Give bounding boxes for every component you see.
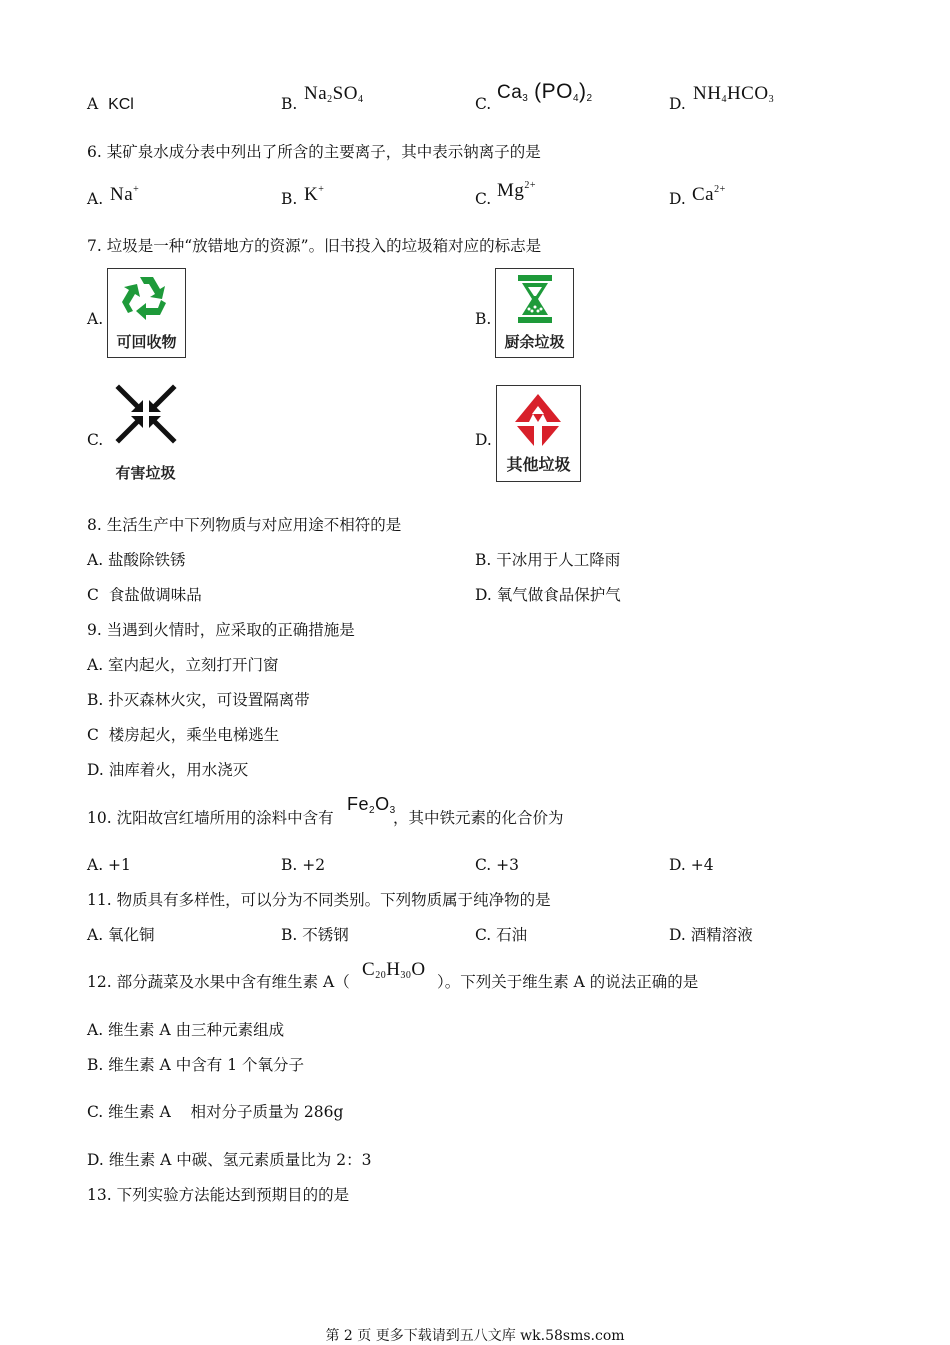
q5-option-c: C. <box>475 95 492 113</box>
q7-option-a-label: A. <box>87 310 104 328</box>
q8-option-c: C 食盐做调味品 <box>87 586 202 604</box>
q8-stem: 8. 生活生产中下列物质与对应用途不相符的是 <box>87 516 402 534</box>
q8-option-a: A. 盐酸除铁锈 <box>87 551 186 569</box>
recycle-icon <box>120 273 174 323</box>
q5-option-a: A KCl <box>87 95 134 113</box>
q8-option-d: D. 氧气做食品保护气 <box>475 586 621 604</box>
q7-option-c-label: C. <box>87 431 104 449</box>
q7-option-b-label: B. <box>475 310 492 328</box>
q10-stem-before: 10. 沈阳故宫红墙所用的涂料中含有 <box>87 809 334 827</box>
q7-stem: 7. 垃圾是一种“放错地方的资源”。旧书投入的垃圾箱对应的标志是 <box>87 237 542 255</box>
q12-option-a: A. 维生素 A 由三种元素组成 <box>87 1021 285 1039</box>
other-waste-sign <box>496 385 581 482</box>
q6-ion-c: $Mg^{2+}$ <box>497 180 537 201</box>
sign-label-hazardous: 有害垃圾 <box>115 464 176 482</box>
kitchen-waste-icon <box>514 273 556 327</box>
q12-option-d: D. 维生素 A 中碳、氢元素质量比为 2：3 <box>87 1151 372 1169</box>
sign-label-recyclable: 可回收物 <box>116 333 177 351</box>
q12-option-c: C. 维生素 A 相对分子质量为 286g <box>87 1103 344 1121</box>
q11-stem: 11. 物质具有多样性，可以分为不同类别。下列物质属于纯净物的是 <box>87 891 551 909</box>
recyclable-sign <box>107 268 186 358</box>
q13-stem: 13. 下列实验方法能达到预期目的的是 <box>87 1186 350 1204</box>
hazardous-arrows-icon <box>115 384 177 444</box>
q6-option-a: A. <box>87 190 104 208</box>
q11-option-a: A. 氧化铜 <box>87 926 155 944</box>
q11-option-c: C. 石油 <box>475 926 528 944</box>
q5-formula-c: $Ca_3$ $(PO_4)_2$ <box>497 80 593 104</box>
q8-option-b: B. 干冰用于人工降雨 <box>475 551 621 569</box>
sign-label-kitchen: 厨余垃圾 <box>504 333 565 351</box>
q10-option-b: B. +2 <box>281 856 326 874</box>
page-footer: 第 2 页 更多下载请到五八文库 wk.58sms.com <box>325 1328 625 1344</box>
q6-option-c: C. <box>475 190 492 208</box>
q10-option-d: D. +4 <box>669 856 714 874</box>
hazardous-waste-sign <box>107 384 184 484</box>
q5-option-b: B. <box>281 95 298 113</box>
q7-option-d-label: D. <box>475 431 492 449</box>
q5-formula-d: $NH_4HCO_3$ <box>693 83 775 105</box>
q10-option-a: A. +1 <box>87 856 131 874</box>
q5-option-d: D. <box>669 95 686 113</box>
q11-option-d: D. 酒精溶液 <box>669 926 753 944</box>
q12-formula: $C_{20}H_{30}O$ <box>362 959 426 981</box>
q6-stem: 6. 某矿泉水成分表中列出了所含的主要离子，其中表示钠离子的是 <box>87 143 541 161</box>
q9-option-a: A. 室内起火，立刻打开门窗 <box>87 656 279 674</box>
q6-ion-d: $Ca^{2+}$ <box>692 184 726 205</box>
q9-option-d: D. 油库着火，用水浇灭 <box>87 761 249 779</box>
q6-ion-a: Na+ <box>110 184 140 205</box>
kitchen-waste-sign <box>495 268 574 358</box>
q9-stem: 9. 当遇到火情时，应采取的正确措施是 <box>87 621 355 639</box>
q10-stem-after: ，其中铁元素的化合价为 <box>393 809 564 827</box>
q9-option-b: B. 扑灭森林火灾，可设置隔离带 <box>87 691 310 709</box>
q10-option-c: C. +3 <box>475 856 520 874</box>
q12-option-b: B. 维生素 A 中含有 1 个氧分子 <box>87 1056 305 1074</box>
q9-option-c: C 楼房起火，乘坐电梯逃生 <box>87 726 280 744</box>
q12-stem-after: ）。下列关于维生素 A 的说法正确的是 <box>437 973 699 991</box>
other-waste-icon <box>513 392 563 448</box>
q6-option-b: B. <box>281 190 298 208</box>
q6-ion-b: K+ <box>304 184 325 205</box>
q11-option-b: B. 不锈钢 <box>281 926 349 944</box>
sign-label-other: 其他垃圾 <box>506 455 571 474</box>
q6-option-d: D. <box>669 190 686 208</box>
q10-formula: $Fe_2O_3$ <box>347 794 396 816</box>
q5-formula-b: $Na_2SO_4$ <box>304 83 364 105</box>
q12-stem-before: 12. 部分蔬菜及水果中含有维生素 A（ <box>87 973 350 991</box>
